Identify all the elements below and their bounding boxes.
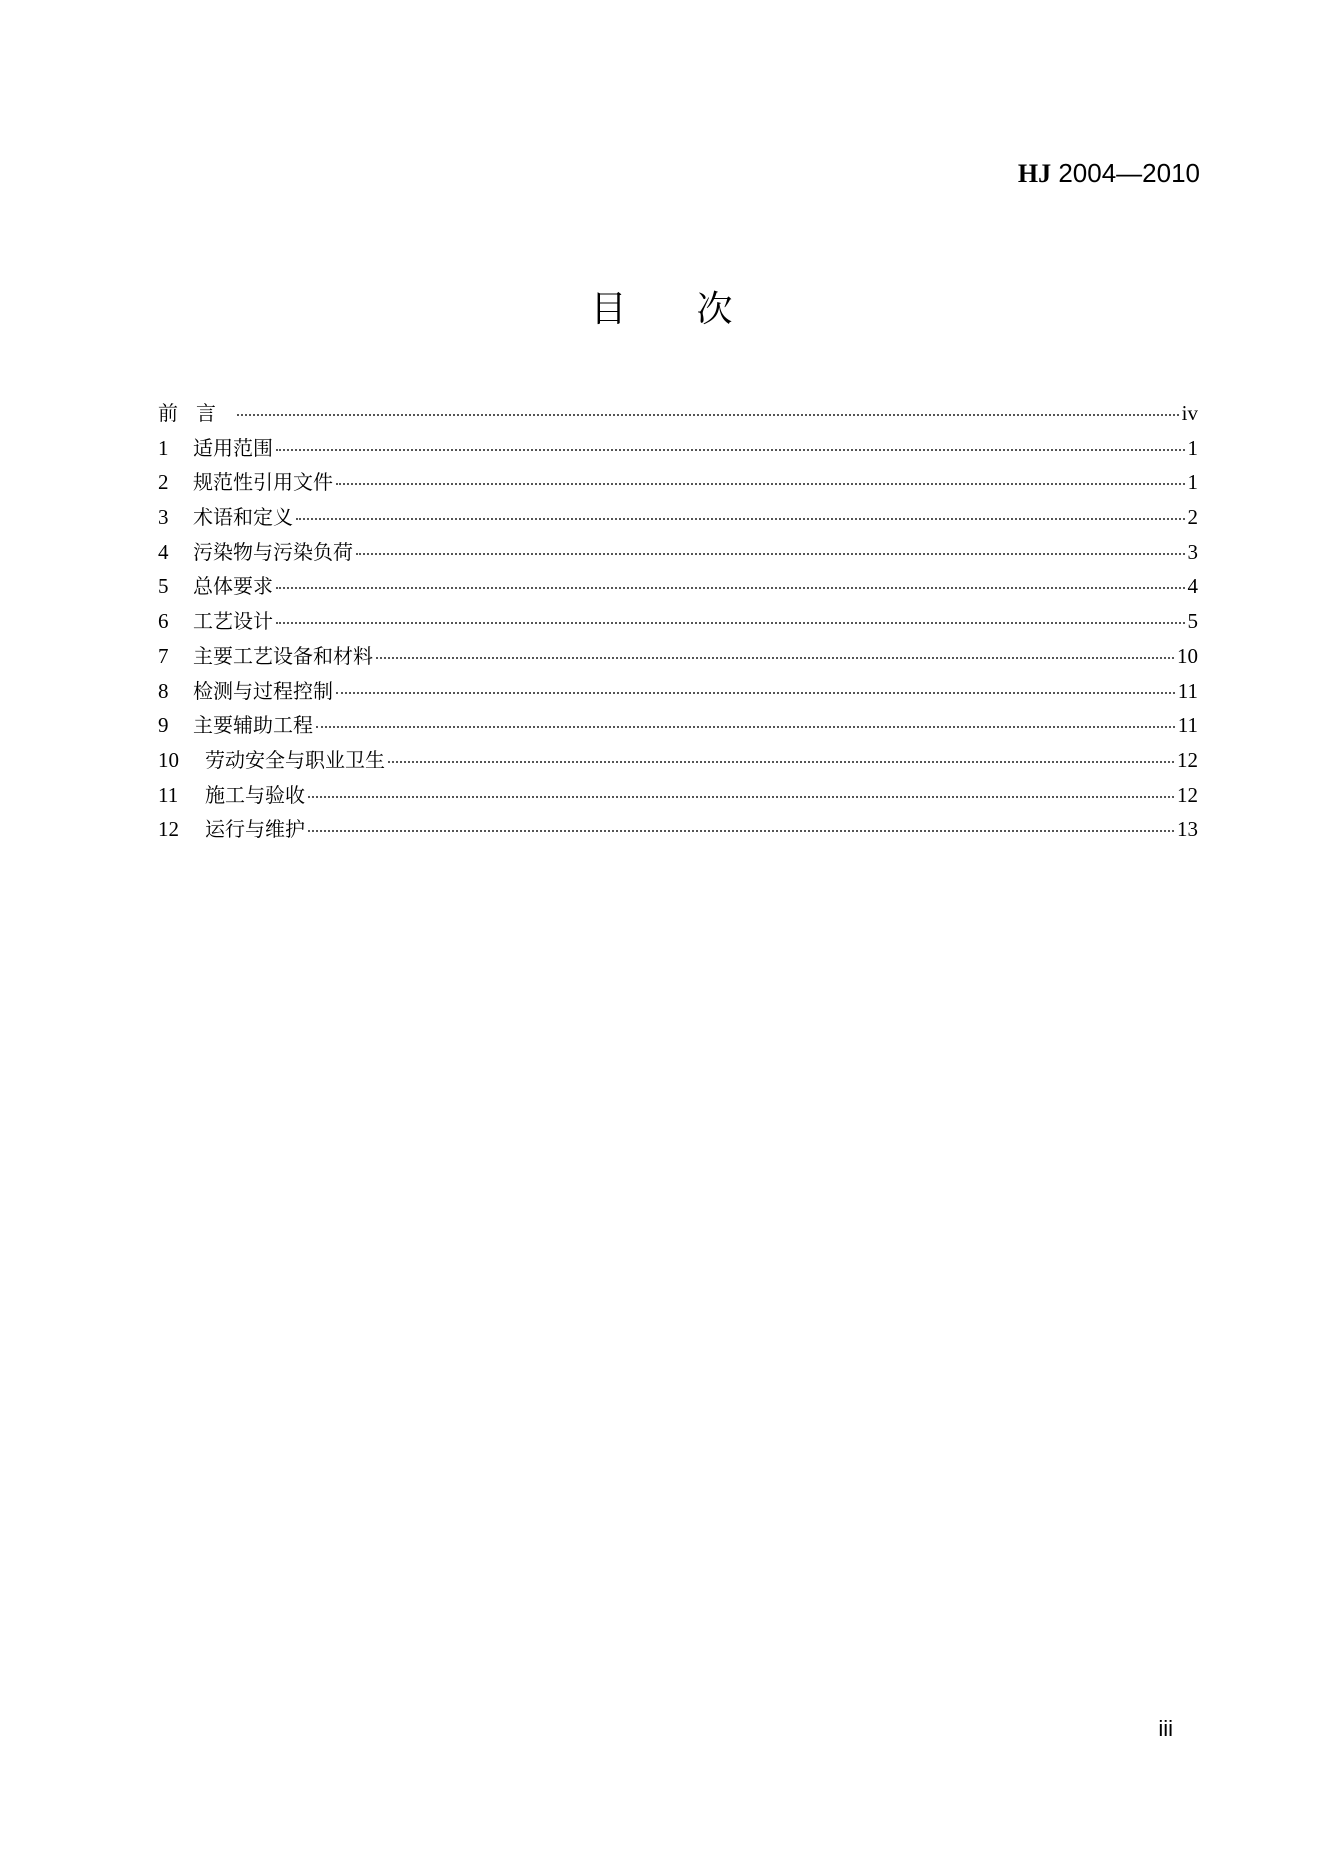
toc-title <box>0 288 1323 332</box>
toc-entry-label: 主要工艺设备和材料 <box>193 643 373 668</box>
toc-dot-leader <box>308 830 1174 832</box>
toc-entry-page: 13 <box>1177 817 1198 842</box>
toc-entry-number: 2 <box>158 470 169 495</box>
toc-entry-page: iv <box>1181 401 1198 425</box>
toc-entry-6[interactable] <box>158 604 1198 639</box>
toc-title-char-1: 目 <box>590 289 627 330</box>
toc-entry-number: 3 <box>158 505 169 530</box>
toc-entry-label: 劳动安全与职业卫生 <box>205 747 385 772</box>
toc-entry-3[interactable] <box>158 500 1198 535</box>
toc-entry-page: 12 <box>1177 782 1198 807</box>
toc-entry-number: 4 <box>158 539 169 564</box>
toc-dot-leader <box>276 587 1185 589</box>
toc-entry-9[interactable] <box>158 708 1198 743</box>
toc-entry-label: 污染物与污染负荷 <box>193 539 353 564</box>
toc-dot-leader <box>356 553 1185 555</box>
toc-entry-5[interactable] <box>158 569 1198 604</box>
toc-entry-page: 11 <box>1177 713 1198 738</box>
toc-entry-page: 3 <box>1187 539 1198 564</box>
document-code-prefix: HJ <box>1017 159 1052 188</box>
toc-entry-12[interactable] <box>158 812 1198 847</box>
toc-entry-4[interactable] <box>158 535 1198 570</box>
toc-entry-number: 10 <box>158 747 179 772</box>
toc-entry-number: 1 <box>158 435 169 460</box>
page-number: iii <box>1158 1716 1173 1741</box>
toc-entry-label: 规范性引用文件 <box>193 470 333 495</box>
toc-entry-label: 检测与过程控制 <box>193 678 333 703</box>
toc-entry-label: 主要辅助工程 <box>193 713 313 738</box>
toc-entry-7[interactable] <box>158 639 1198 674</box>
toc-title-char-2: 次 <box>696 289 733 330</box>
toc-dot-leader <box>336 483 1185 485</box>
toc-entry-label: 总体要求 <box>193 574 273 599</box>
toc-dot-leader <box>336 692 1175 694</box>
document-code-number: 2004—2010 <box>1058 158 1200 188</box>
toc-entry-8[interactable] <box>158 674 1198 709</box>
toc-entry-11[interactable] <box>158 778 1198 813</box>
toc-entry-number: 6 <box>158 609 169 634</box>
toc-dot-leader <box>388 761 1174 763</box>
toc-entry-number: 7 <box>158 643 169 668</box>
toc-entry-number: 5 <box>158 574 169 599</box>
toc-entry-label: 术语和定义 <box>193 505 293 530</box>
toc-entry-number: 9 <box>158 713 169 738</box>
table-of-contents <box>158 396 1198 847</box>
toc-entry-label: 运行与维护 <box>205 817 305 842</box>
toc-entry-label: 施工与验收 <box>205 782 305 807</box>
toc-entry-page: 1 <box>1187 470 1198 495</box>
toc-entry-label: 适用范围 <box>193 435 273 460</box>
toc-entry-page: 1 <box>1187 435 1198 460</box>
toc-entry-2[interactable] <box>158 465 1198 500</box>
toc-entry-1[interactable] <box>158 431 1198 466</box>
toc-dot-leader <box>296 518 1185 520</box>
toc-dot-leader <box>376 657 1174 659</box>
toc-dot-leader <box>308 796 1174 798</box>
toc-entry-page: 2 <box>1187 505 1198 530</box>
toc-entry-page: 4 <box>1187 574 1198 599</box>
toc-entry-page: 10 <box>1177 643 1198 668</box>
toc-entry-number: 11 <box>158 782 179 807</box>
toc-entry-number: 8 <box>158 678 169 703</box>
document-code <box>1018 158 1200 189</box>
toc-dot-leader <box>276 622 1185 624</box>
toc-entry-number: 12 <box>158 817 179 842</box>
toc-entry-page: 5 <box>1187 609 1198 634</box>
toc-entry-page: 11 <box>1177 678 1198 703</box>
toc-entry-page: 12 <box>1177 747 1198 772</box>
toc-entry-label: 工艺设计 <box>193 609 273 634</box>
toc-entry-label: 前言 <box>158 401 234 425</box>
toc-dot-leader <box>276 449 1185 451</box>
toc-dot-leader <box>316 726 1175 728</box>
toc-entry-foreword[interactable] <box>158 396 1198 431</box>
toc-dot-leader <box>237 414 1179 416</box>
toc-entry-10[interactable] <box>158 743 1198 778</box>
